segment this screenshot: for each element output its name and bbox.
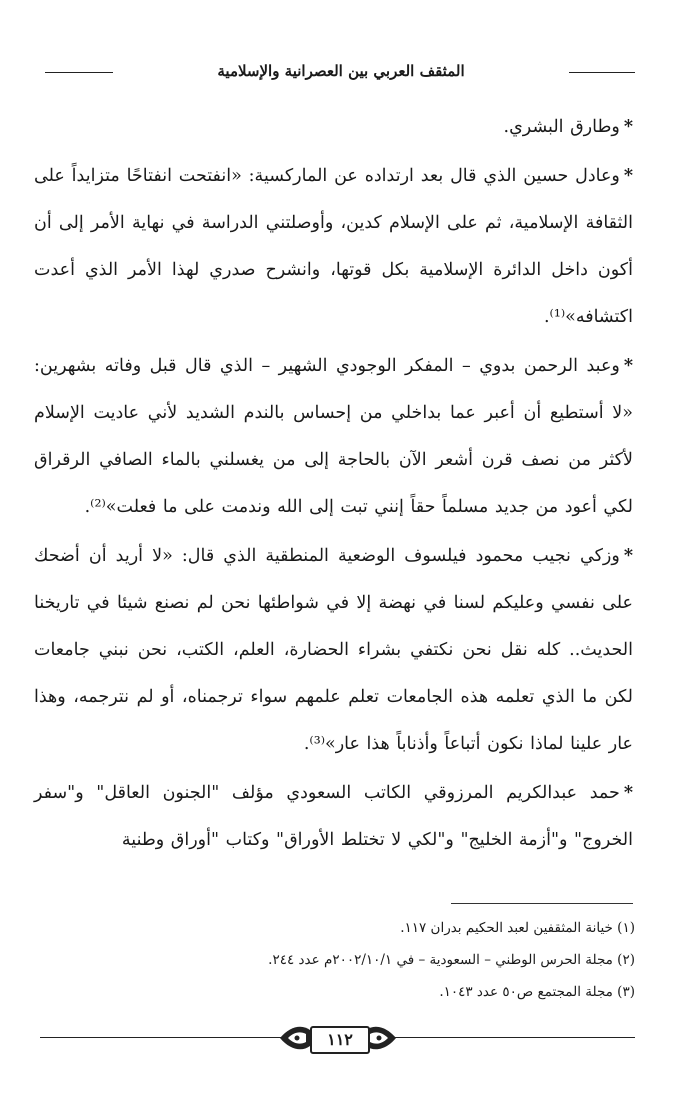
paragraph-bishri — [34, 104, 633, 151]
paragraph-text: حمد عبدالكريم المرزوقي الكاتب السعودي مؤلف "الجنون العاقل" و"سفر الخروج" و"أزمة الخليج" و"لكي لا تختلط الأوراق" وكتاب "أوراق وطنية — [34, 783, 633, 850]
bullet-star: * — [623, 117, 633, 137]
body-text — [34, 104, 633, 864]
paragraph-text: وزكي نجيب محمود فيلسوف الوضعية المنطقية الذي قال: «لا أريد أن أضحك على نفسي وعليكم لسنا في نهضة إلا في شواطئها نحن لم نصنع شيئا في تاريخنا الحديث.. كله نقل نحن نكتفي بشراء الحضارة، العلم، الكتب، نحن نبني جامعات لكن ما الذي تعلمه هذه الجامعات تعلم علمهم سواء ترجمناه، أو لم نترجمه، وهذا عار علينا لماذا نكون أتباعاً وأذناباً هذا عار»⁽³⁾. — [34, 546, 633, 754]
folio-rule-right — [390, 1037, 635, 1038]
page-number: ١١٢ — [310, 1026, 370, 1054]
header-rule-right — [569, 72, 635, 73]
page-number-ornament — [40, 1020, 635, 1056]
paragraph-badawi — [34, 343, 633, 531]
bullet-star: * — [623, 783, 633, 803]
paragraph-text: وطارق البشري. — [503, 117, 620, 137]
bullet-star: * — [623, 166, 633, 186]
footnote-3: (٣) مجلة المجتمع ص٥٠ عدد ١٠٤٣. — [439, 984, 635, 1000]
footnotes — [34, 912, 635, 1008]
footnote-1: (١) خيانة المثقفين لعبد الحكيم بدران ١١٧. — [400, 920, 635, 936]
paragraph-marzouqi — [34, 770, 633, 864]
footnote-separator — [451, 903, 633, 904]
header-rule-left — [45, 72, 113, 73]
paragraph-text: وعبد الرحمن بدوي – المفكر الوجودي الشهير – الذي قال قبل وفاته بشهرين: «لا أستطيع أن أعبر عما بداخلي من إحساس بالندم الشديد لأني عاديت الإسلام لأكثر من نصف قرن أشعر الآن بالحاجة إلى من يغسلني بالماء الصافي الرقراق لكي أعود من جديد مسلماً حقاً إنني تبت إلى الله وندمت على ما فعلت»⁽²⁾. — [34, 356, 633, 517]
folio-rule-left — [40, 1037, 285, 1038]
header-title: المثقف العربي بين العصرانية والإسلامية — [217, 62, 465, 80]
paragraph-text: وعادل حسين الذي قال بعد ارتداده عن الماركسية: «انفتحت انفتاحًا متزايداً على الثقافة الإسلامية، ثم على الإسلام كدين، وأوصلتني الدراسة في نهاية الأمر إلى أن أكون داخل الدائرة الإسلامية بكل قوتها، وانشرح صدري لهذا الأمر الذي أعدت اكتشافه»⁽¹⁾. — [34, 166, 633, 327]
paragraph-adel-hussein — [34, 153, 633, 341]
footnote-2: (٢) مجلة الحرس الوطني – السعودية – في ٢٠٠٢/١٠/١م عدد ٢٤٤. — [268, 952, 635, 968]
running-header — [45, 56, 635, 86]
paragraph-zaki-naguib — [34, 533, 633, 768]
bullet-star: * — [623, 546, 633, 566]
bullet-star: * — [623, 356, 633, 376]
